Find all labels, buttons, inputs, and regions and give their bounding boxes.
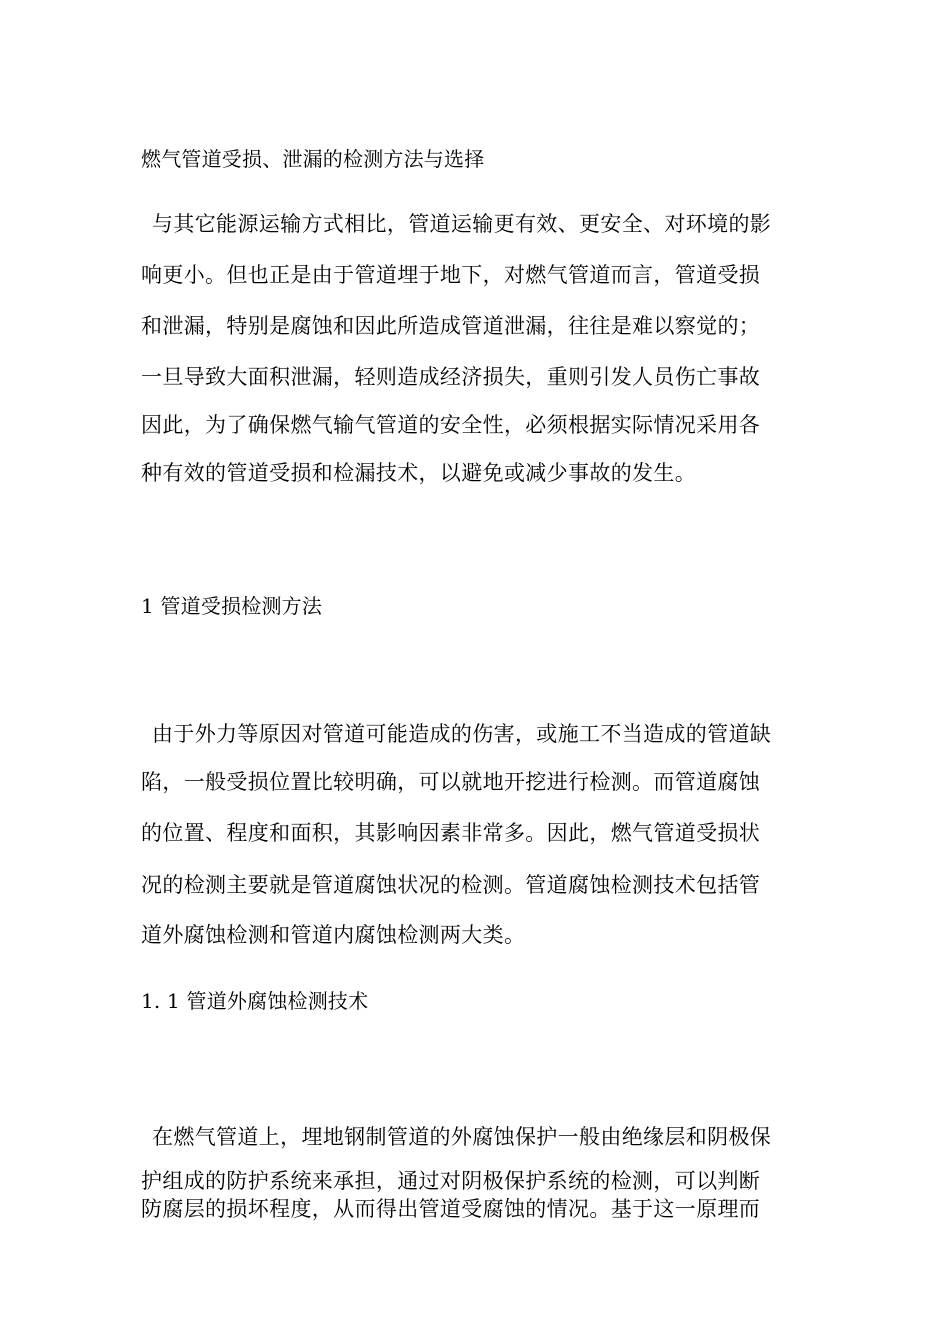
paragraph-line: 陷，一般受损位置比较明确，可以就地开挖进行检测。而管道腐蚀 xyxy=(141,770,761,794)
paragraph-line: 况的检测主要就是管道腐蚀状况的检测。管道腐蚀检测技术包括管 xyxy=(141,873,761,897)
document-title: 燃气管道受损、泄漏的检测方法与选择 xyxy=(141,147,485,171)
paragraph-line: 道外腐蚀检测和管道内腐蚀检测两大类。 xyxy=(141,923,526,947)
paragraph-line: 响更小。但也正是由于管道埋于地下，对燃气管道而言，管道受损 xyxy=(141,263,761,287)
subsection-heading: 1. 1 管道外腐蚀检测技术 xyxy=(141,989,369,1013)
section-heading: 1 管道受损检测方法 xyxy=(141,594,323,618)
paragraph-line: 在燃气管道上，埋地钢制管道的外腐蚀保护一般由绝缘层和阴极保 xyxy=(152,1125,772,1149)
paragraph-line: 由于外力等原因对管道可能造成的伤害，或施工不当造成的管道缺 xyxy=(152,722,772,746)
paragraph-line: 与其它能源运输方式相比，管道运输更有效、更安全、对环境的影 xyxy=(152,212,772,236)
paragraph-line: 护组成的防护系统来承担，通过对阴极保护系统的检测，可以判断 xyxy=(141,1169,761,1193)
paragraph-line: 的位置、程度和面积，其影响因素非常多。因此，燃气管道受损状 xyxy=(141,821,761,845)
paragraph-line: 和泄漏，特别是腐蚀和因此所造成管道泄漏，往往是难以察觉的； xyxy=(141,314,761,338)
paragraph-line: 一旦导致大面积泄漏，轻则造成经济损失，重则引发人员伤亡事故 xyxy=(141,365,761,389)
paragraph-line: 因此，为了确保燃气输气管道的安全性，必须根据实际情况采用各 xyxy=(141,413,761,437)
paragraph-line: 种有效的管道受损和检漏技术，以避免或减少事故的发生。 xyxy=(141,461,697,485)
paragraph-line: 防腐层的损坏程度，从而得出管道受腐蚀的情况。基于这一原理而 xyxy=(141,1197,761,1221)
